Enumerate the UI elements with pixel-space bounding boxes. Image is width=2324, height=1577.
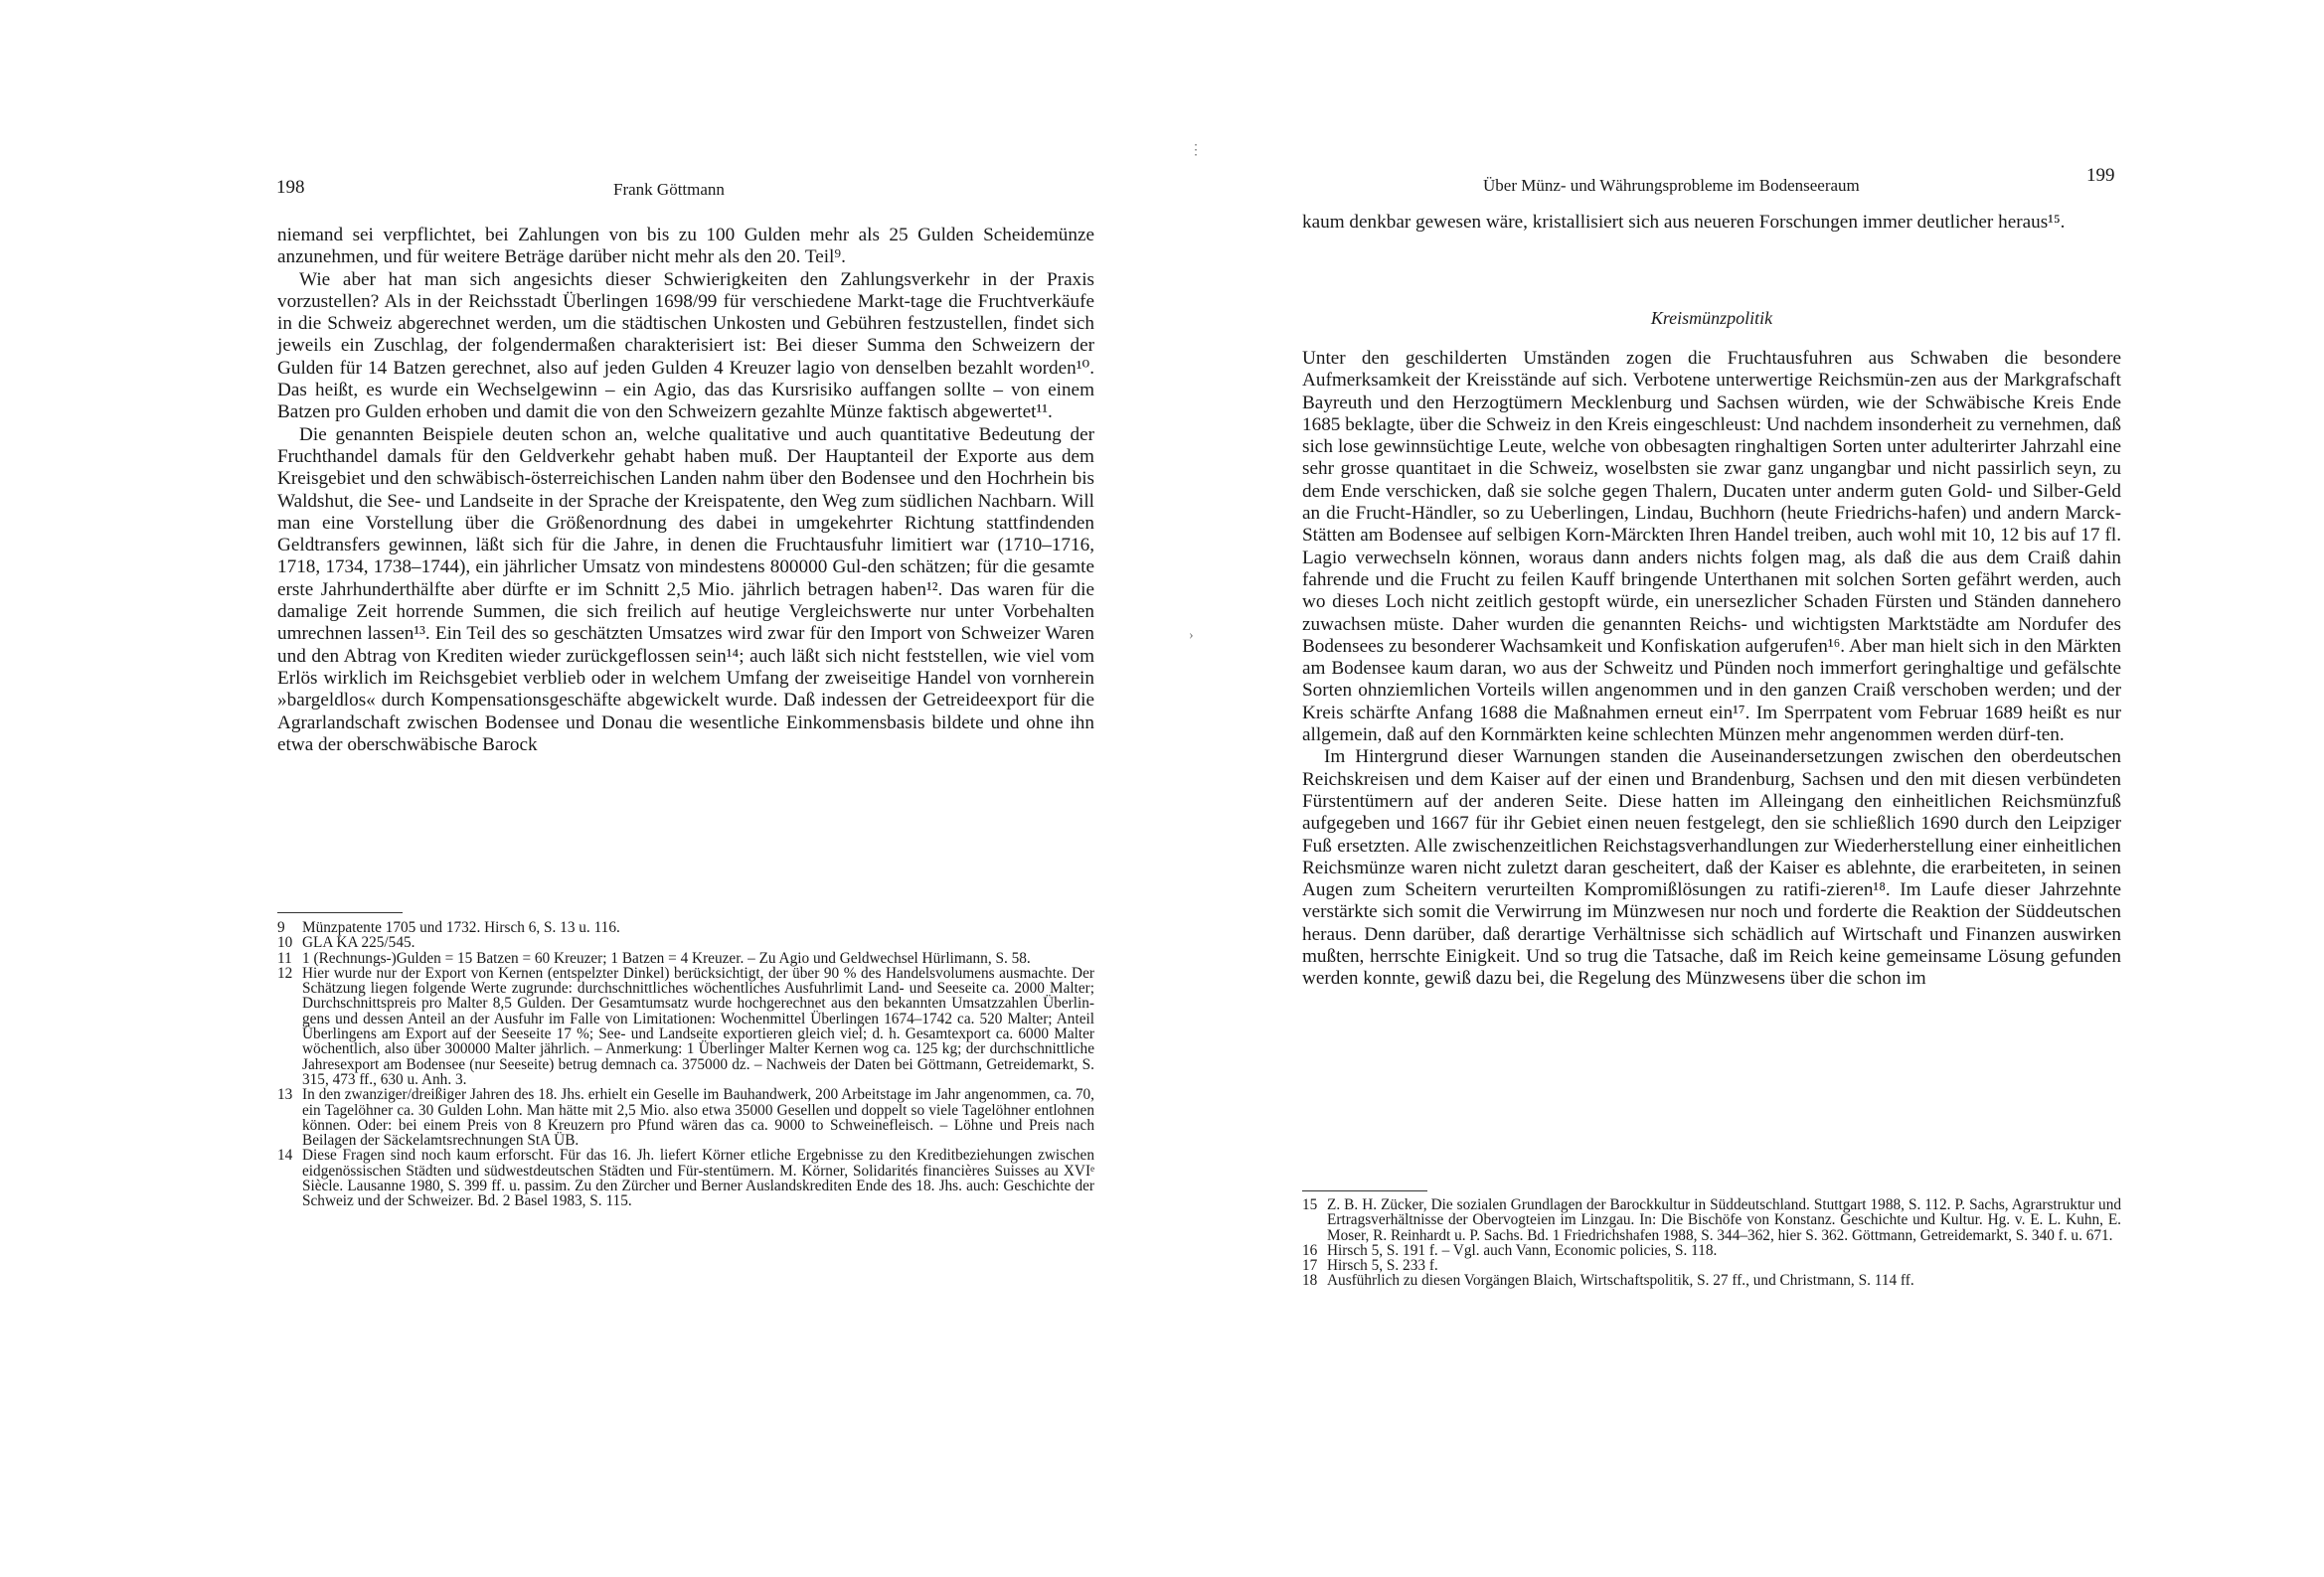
footnote — [277, 966, 1094, 1087]
footnote-number: 16 — [1302, 1241, 1318, 1259]
footnote-text: Hirsch 5, S. 233 f. — [1327, 1257, 1438, 1275]
footnote — [277, 951, 1094, 966]
body-text — [277, 225, 1094, 756]
footnote-number: 17 — [1302, 1257, 1318, 1275]
paragraph: niemand sei verpflichtet, bei Zahlungen von bis zu 100 Gulden mehr als 25 Gulden Scheidemünze anzunehmen, und für weitere Beträge darüber nicht mehr als den 20. Teil⁹. — [277, 225, 1094, 268]
page-number: 199 — [2086, 165, 2115, 186]
intro-text — [1302, 212, 2121, 234]
footnote-number: 13 — [277, 1086, 293, 1104]
body-text — [1302, 348, 2121, 991]
paragraph: Die genannten Beispiele deuten schon an, welche qualitative und auch quantitative Bedeutung der Fruchthandel damals für den Geldverkehr gehabt haben muß. Der Hauptanteil der Exporte aus dem Kreisgebiet und den schwäbisch-österreichischen Landen nahm über den Bodensee und den Hochrhein bis Waldshut, die See- und Landseite in der Sprache der Kreispatente, den Weg zum südlichen Nachbarn. Will man eine Vorstellung über die Größenordnung des dabei in umgekehrter Richtung stattfindenden Geldtransfers gewinnen, läßt sich für die Jahre, in denen die Fruchtausfuhr limitiert war (1710–1716, 1718, 1734, 1738–1744), ein jährlicher Umsatz von mindestens 800000 Gul-den schätzen; für die gesamte erste Jahrhunderthälfte aber dürfte er im Schnitt 2,5 Mio. jährlich betragen haben¹². Das waren für die damalige Zeit horrende Summen, die sich freilich auf heutige Vergleichswerte nur unter Vorbehalten umrechnen lassen¹³. Ein Teil des so geschätzten Umsatzes wird zwar für den Import von Schweizer Waren und den Abtrag von Krediten wieder zurückgeflossen sein¹⁴; auch läßt sich nicht feststellen, wie viel vom Erlös wirklich im Reichsgebiet verblieb oder in welchem Umfang der zweiseitige Handel von vornherein »bargeldlos« durch Kompensationsgeschäfte abgewickelt wurde. Daß indessen der Getreideexport für die Agrarlandschaft zwischen Bodensee und Donau die wesentliche Einkommensbasis bildete und ohne ihn etwa der oberschwäbische Barock — [277, 423, 1094, 755]
footnote-text: 1 (Rechnungs-)Gulden = 15 Batzen = 60 Kreuzer; 1 Batzen = 4 Kreuzer. – Zu Agio und Geldwechsel Hürlimann, S. 58. — [302, 949, 1031, 967]
footnote-text: Z. B. H. Zücker, Die sozialen Grundlagen der Barockkultur in Süddeutschland. Stuttgart 1988, S. 112. P. Sachs, Agrarstruktur und Ertragsverhältnisse der Obervogteien im Linzgau. In: Die Bischöfe von Konstanz. Geschichte und Kultur. Hg. v. E. L. Kuhn, E. Moser, R. Reinhardt u. P. Sachs. Bd. 1 Friedrichshafen 1988, S. 344–362, hier S. 362. Göttmann, Getreidemarkt, S. 340 f. u. 671. — [1327, 1196, 2121, 1244]
paragraph: Im Hintergrund dieser Warnungen standen die Auseinandersetzungen zwischen den oberdeutschen Reichskreisen und dem Kaiser auf der einen und Brandenburg, Sachsen und den mit diesen verbündeten Fürstentümern auf der anderen Seite. Diese hatten im Alleingang den einheitlichen Reichsmünzfuß aufgegeben und 1667 für ihr Gebiet einen neuen festgelegt, den sie schließlich 1690 durch den Leipziger Fuß ersetzten. Alle zwischenzeitlichen Reichstagsverhandlungen zur Wiederherstellung einer einheitlichen Reichsmünze waren nicht zuletzt daran gescheitert, daß der Kaiser es ablehnte, die erarbeiteten, in seinen Augen zum Scheitern verurteilten Kompromißlösungen zu ratifi-zieren¹⁸. Im Laufe dieser Jahrzehnte verstärkte sich somit die Verwirrung im Münzwesen nur noch und forderte die Reaktion der Süddeutschen heraus. Denn darüber, daß derartige Verhältnisse sich schädlich auf Wirtschaft und Finanzen auswirken mußten, herrschte Einigkeit. Und so trug die Tatsache, daß im Reich keine gemeinsame Lösung gefunden werden konnte, gewiß dazu bei, die Regelung des Münzwesens über die schon im — [1302, 746, 2121, 990]
footnote-number: 10 — [277, 934, 293, 952]
footnote-rule — [1302, 1190, 1427, 1191]
footnote — [277, 1087, 1094, 1148]
page-number: 198 — [276, 177, 305, 198]
footnote — [277, 920, 1094, 935]
footnote-number: 15 — [1302, 1196, 1318, 1213]
gutter-mark: › — [1189, 628, 1194, 643]
footnote-rule — [277, 912, 403, 913]
footnote — [277, 935, 1094, 950]
footnote — [1302, 1258, 2121, 1273]
footnote-number: 11 — [277, 949, 292, 967]
paragraph: Wie aber hat man sich angesichts dieser Schwierigkeiten den Zahlungsverkehr in der Praxis vorzustellen? Als in der Reichsstadt Überlingen 1698/99 für verschiedene Markt-tage die Fruchtverkäufe in die Schweiz abgerechnet werden, um die städtischen Unkosten und Gebühren festzustellen, findet sich jeweils ein Zuschlag, der folgendermaßen charakterisiert ist: Bei dieser Summa den Schweizern der Gulden für 14 Batzen gerechnet, also auf jeden Gulden 4 Kreuzer lagio von denselben bezahlt worden¹⁰. Das heißt, es wurde ein Wechselgewinn – ein Agio, das das Kursrisiko auffangen sollte – von einem Batzen pro Gulden erhoben und damit die von den Schweizern gezahlte Münze faktisch abgewertet¹¹. — [277, 268, 1094, 423]
footnote-text: Ausführlich zu diesen Vorgängen Blaich, Wirtschaftspolitik, S. 27 ff., und Christmann, S. 114 ff. — [1327, 1272, 1914, 1290]
footnote-text: Hier wurde nur der Export von Kernen (entspelzter Dinkel) berücksichtigt, der über 90 % des Handelsvolumens ausmachte. Der Schätzung liegen folgende Werte zugrunde: durchschnittliches wöchentliches Ausfuhrlimit Land- und Seeseite ca. 2000 Malter; Durchschnittspreis pro Malter 8,5 Gulden. Der Gesamtumsatz wurde hochgerechnet aus den bekannten Umsatzzahlen Überlin-gens und dessen Anteil an der Ausfuhr im Falle von Limitationen: Wochenmittel Überlingen 1674–1742 ca. 520 Malter; Anteil Überlingens am Export auf der Seeseite 17 %; See- und Landseite exportieren gleich viel; d. h. Gesamtexport ca. 6000 Malter wöchentlich, also über 300000 Malter jährlich. – Anmerkung: 1 Überlinger Malter Kernen wog ca. 125 kg; der durchschnittliche Jahresexport am Bodensee (nur Seeseite) betrug demnach ca. 375000 dz. – Nachweis der Daten bei Göttmann, Getreidemarkt, S. 315, 473 ff., 630 u. Anh. 3. — [302, 964, 1094, 1088]
right-page — [1162, 0, 2324, 1577]
footnote-number: 12 — [277, 964, 293, 982]
section-heading: Kreismünzpolitik — [1650, 308, 1773, 328]
running-head: Frank Göttmann — [613, 180, 725, 199]
running-head: Über Münz- und Währungsprobleme im Bodenseeraum — [1483, 176, 1860, 195]
footnote-number: 9 — [277, 919, 285, 936]
footnote-text: Hirsch 5, S. 191 f. – Vgl. auch Vann, Economic policies, S. 118. — [1327, 1241, 1718, 1259]
footnote-text: Münzpatente 1705 und 1732. Hirsch 6, S. 13 u. 116. — [302, 919, 620, 936]
footnote-text: GLA KA 225/545. — [302, 934, 415, 952]
footnote — [1302, 1243, 2121, 1258]
footnote — [1302, 1273, 2121, 1288]
footnotes — [1302, 1197, 2121, 1289]
paragraph: Unter den geschilderten Umständen zogen die Fruchtausfuhren aus Schwaben die besondere Aufmerksamkeit der Kreisstände auf sich. Verbotene unterwertige Reichsmün-zen aus der Markgrafschaft Bayreuth und den Herzogtümern Mecklenburg und Sachsen würden, wie der Schwäbische Kreis Ende 1685 beklagte, über die Schweiz in den Kreis eingeschleust: Und nachdem insonderheit zu vernehmen, daß sich lose gewinnsüchtige Leute, welche von obbesagten ringhaltigen Sorten unter adulterirter Jahrzahl eine sehr grosse quantitaet in die Schweiz, woselbsten sie zwar ganz ungangbar und nicht passirlich seyn, zu dem Ende verschicken, daß sie solche gegen Thalern, Ducaten unter anderm guten Gold- und Silber-Geld an die Frucht-Händler, so zu Ueberlingen, Lindau, Buchhorn (heute Friedrichs-hafen) und andern Marck-Stätten am Bodensee auf selbigen Korn-Märckten Ihren Handel treiben, auch wohl mit 10, 12 bis auf 17 fl. Lagio verwechseln können, woraus dann anders nichts folgen mag, als daß die aus dem Craiß dahin fahrende und die Frucht zu feilen Kauff bringende Unterthanen mit solchen Sorten gefährt werden, auch wo dieses Loch nicht zeitlich gestopft würde, ein unersezlicher Schaden Fürsten und Ständen dannehero zuwachsen müste. Daher wurden die genannten Reichs- und wichtigsten Marktstädte am Nordufer des Bodensees zu besonderer Wachsamkeit und Konfiskation aufgerufen¹⁶. Aber man hielt sich in den Märkten am Bodensee kaum daran, wo aus der Schweitz und Pünden noch immerfort geringhaltige und gefälschte Sorten ohnziemlichen Vorteils willen angenommen und in den ganzen Craiß verschoben werden; und der Kreis schärfte Anfang 1688 die Maßnahmen erneut ein¹⁷. Im Sperrpatent vom Februar 1689 heißt es nur allgemein, daß auf den Kornmärkten keine schlechten Münzen mehr angenommen werden dürf-ten. — [1302, 348, 2121, 746]
footnote-number: 14 — [277, 1147, 293, 1165]
gutter-mark: ⋮ — [1189, 143, 1203, 158]
footnote-text: In den zwanziger/dreißiger Jahren des 18. Jhs. erhielt ein Geselle im Bauhandwerk, 200 Arbeitstage im Jahr angenommen, ca. 70, ein Tagelöhner ca. 30 Gulden Lohn. Man hätte mit 2,5 Mio. also etwa 35000 Gesellen und doppelt so viele Tagelöhner entlohnen können. Oder: bei einem Preis von 8 Kreuzern pro Pfund wären das ca. 9000 to Schweinefleisch. – Löhne und Preis nach Beilagen der Säckelamtsrechnungen StA ÜB. — [302, 1086, 1094, 1150]
paragraph: kaum denkbar gewesen wäre, kristallisiert sich aus neueren Forschungen immer deutlicher heraus¹⁵. — [1302, 212, 2066, 233]
footnotes — [277, 920, 1094, 1209]
footnote — [277, 1148, 1094, 1208]
footnote — [1302, 1197, 2121, 1243]
footnote-text: Diese Fragen sind noch kaum erforscht. Für das 16. Jh. liefert Körner etliche Ergebnisse zu den Kreditbeziehungen zwischen eidgenössischen Städten und südwestdeutschen Städten und Für-stentümern. M. Körner, Solidarités financières Suisses au XVIᵉ Siècle. Lausanne 1980, S. 399 ff. u. passim. Zu den Zürcher und Berner Auslandskrediten Ende des 18. Jhs. auch: Geschichte der Schweiz und der Schweizer. Bd. 2 Basel 1983, S. 115. — [302, 1147, 1094, 1210]
footnote-number: 18 — [1302, 1272, 1318, 1290]
